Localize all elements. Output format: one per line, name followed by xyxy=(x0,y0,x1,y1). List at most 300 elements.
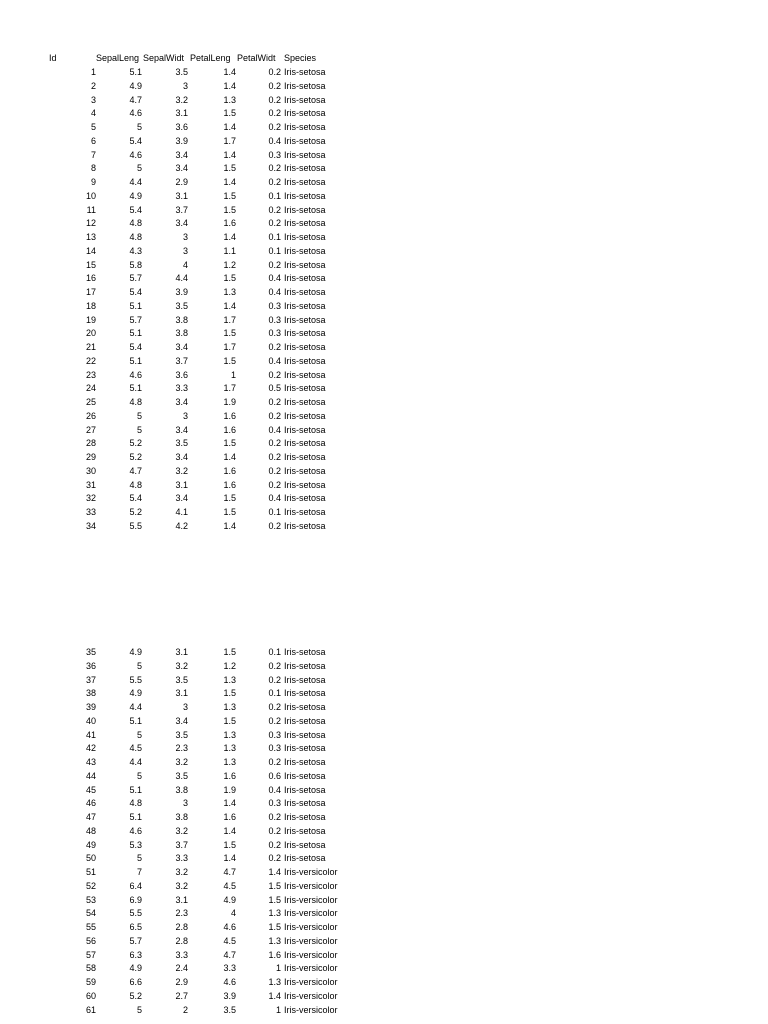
table-row xyxy=(0,797,768,809)
petal-length-cell: 3.5 xyxy=(223,1004,236,1015)
petal-width-cell: 0.4 xyxy=(268,784,281,795)
sepal-length-cell: 6.4 xyxy=(129,880,142,891)
row-id-cell: 16 xyxy=(85,273,96,284)
table-row xyxy=(0,687,768,699)
sepal-length-cell: 4.4 xyxy=(129,757,142,767)
petal-length-cell: 1 xyxy=(230,369,236,380)
petal-width-cell: 0.2 xyxy=(268,853,281,864)
petal-length-cell: 1.9 xyxy=(223,397,236,407)
sepal-width-cell: 2.7 xyxy=(175,990,188,1001)
sepal-length-cell: 4.8 xyxy=(129,218,142,229)
row-id-cell: 4 xyxy=(90,108,96,119)
sepal-length-cell: 4.3 xyxy=(129,245,142,256)
sepal-width-cell: 3.5 xyxy=(175,438,188,449)
petal-length-cell: 1.4 xyxy=(223,122,236,132)
petal-width-cell: 0.6 xyxy=(268,770,281,781)
table-row xyxy=(0,894,768,906)
sepal-length-cell: 4.8 xyxy=(129,798,142,809)
petal-length-cell: 1.4 xyxy=(223,67,236,77)
petal-width-cell: 1.5 xyxy=(268,894,281,905)
row-id-cell: 44 xyxy=(85,770,96,781)
sepal-length-cell: 5.4 xyxy=(129,493,142,504)
petal-width-cell: 0.2 xyxy=(268,342,281,352)
petal-width-cell: 0.2 xyxy=(268,218,281,229)
sepal-length-cell: 5.1 xyxy=(129,383,142,394)
species-cell: Iris-versicolor xyxy=(284,990,338,1001)
row-id-cell: 7 xyxy=(90,149,96,160)
petal-width-cell: 0.2 xyxy=(268,660,281,671)
petal-width-cell: 0.2 xyxy=(268,204,281,215)
petal-length-cell: 4.7 xyxy=(223,949,236,960)
row-id-cell: 31 xyxy=(85,479,96,490)
petal-length-cell: 1.5 xyxy=(223,507,236,517)
sepal-length-cell: 5 xyxy=(136,410,142,421)
species-cell: Iris-versicolor xyxy=(284,977,338,987)
table-row xyxy=(0,355,768,367)
row-id-cell: 46 xyxy=(85,798,96,809)
species-cell: Iris-setosa xyxy=(284,122,326,132)
petal-length-cell: 4 xyxy=(230,908,236,919)
table-row xyxy=(0,701,768,713)
table-row xyxy=(0,245,768,257)
petal-width-cell: 1.6 xyxy=(268,949,281,960)
species-cell: Iris-setosa xyxy=(284,729,326,740)
petal-width-cell: 0.2 xyxy=(268,757,281,767)
table-row xyxy=(0,80,768,92)
sepal-length-cell: 4.7 xyxy=(129,465,142,476)
petal-width-cell: 0.2 xyxy=(268,479,281,490)
table-row xyxy=(0,506,768,518)
row-id-cell: 57 xyxy=(85,949,96,960)
petal-length-cell: 1.3 xyxy=(223,729,236,740)
petal-width-cell: 0.2 xyxy=(268,839,281,850)
petal-length-cell: 4.9 xyxy=(223,894,236,905)
row-id-cell: 37 xyxy=(85,674,96,685)
species-cell: Iris-setosa xyxy=(284,355,326,366)
species-cell: Iris-setosa xyxy=(284,660,326,671)
table-row xyxy=(0,770,768,782)
row-id-cell: 32 xyxy=(85,493,96,504)
species-cell: Iris-setosa xyxy=(284,108,326,119)
sepal-width-cell: 3.7 xyxy=(175,839,188,850)
row-id-cell: 6 xyxy=(90,135,96,146)
species-cell: Iris-setosa xyxy=(284,839,326,850)
sepal-width-cell: 3.4 xyxy=(175,163,188,174)
petal-length-cell: 1.4 xyxy=(223,232,236,242)
row-id-cell: 10 xyxy=(85,190,96,201)
petal-length-cell: 1.3 xyxy=(223,674,236,685)
row-id-cell: 2 xyxy=(90,80,96,91)
sepal-width-cell: 3.4 xyxy=(175,149,188,160)
species-cell: Iris-setosa xyxy=(284,493,326,504)
sepal-width-cell: 3.1 xyxy=(175,108,188,119)
petal-width-cell: 1.5 xyxy=(268,880,281,891)
species-cell: Iris-setosa xyxy=(284,853,326,864)
petal-length-cell: 1.5 xyxy=(223,647,236,657)
species-cell: Iris-setosa xyxy=(284,245,326,256)
sepal-length-cell: 5.8 xyxy=(129,259,142,270)
table-row xyxy=(0,272,768,284)
header-sepal-length: SepalLeng xyxy=(96,53,140,63)
petal-length-cell: 1.2 xyxy=(223,259,236,270)
petal-length-cell: 1.5 xyxy=(223,493,236,504)
species-cell: Iris-setosa xyxy=(284,342,326,352)
row-id-cell: 18 xyxy=(85,300,96,311)
row-id-cell: 11 xyxy=(86,204,96,215)
sepal-length-cell: 5.1 xyxy=(129,355,142,366)
petal-length-cell: 1.4 xyxy=(223,80,236,91)
petal-width-cell: 0.3 xyxy=(268,729,281,740)
sepal-width-cell: 3 xyxy=(182,245,188,256)
row-id-cell: 61 xyxy=(85,1004,96,1015)
sepal-length-cell: 4.9 xyxy=(129,963,142,974)
sepal-width-cell: 3 xyxy=(182,702,188,712)
sepal-length-cell: 5.2 xyxy=(129,452,142,462)
row-id-cell: 29 xyxy=(85,452,96,462)
species-cell: Iris-setosa xyxy=(284,757,326,767)
petal-width-cell: 0.2 xyxy=(268,520,281,531)
row-id-cell: 43 xyxy=(85,757,96,767)
row-id-cell: 51 xyxy=(85,867,96,877)
row-id-cell: 17 xyxy=(85,287,96,297)
sepal-length-cell: 6.5 xyxy=(129,922,142,932)
species-cell: Iris-setosa xyxy=(284,688,326,699)
species-cell: Iris-versicolor xyxy=(284,1004,338,1015)
petal-length-cell: 1.5 xyxy=(223,190,236,201)
sepal-width-cell: 3.1 xyxy=(175,647,188,657)
sepal-length-cell: 5.5 xyxy=(129,520,142,531)
petal-width-cell: 0.4 xyxy=(268,355,281,366)
sepal-length-cell: 5.4 xyxy=(129,135,142,146)
sepal-width-cell: 2.8 xyxy=(175,935,188,946)
table-row xyxy=(0,825,768,837)
petal-width-cell: 0.1 xyxy=(268,232,281,242)
petal-width-cell: 0.2 xyxy=(268,674,281,685)
sepal-length-cell: 5.1 xyxy=(129,67,142,77)
row-id-cell: 59 xyxy=(85,977,96,987)
table-row xyxy=(0,66,768,78)
species-cell: Iris-setosa xyxy=(284,715,326,726)
petal-length-cell: 1.4 xyxy=(223,520,236,531)
petal-length-cell: 1.6 xyxy=(223,770,236,781)
sepal-length-cell: 5.5 xyxy=(129,908,142,919)
sepal-length-cell: 4.9 xyxy=(129,688,142,699)
species-cell: Iris-setosa xyxy=(284,218,326,229)
petal-length-cell: 1.3 xyxy=(223,287,236,297)
table-row xyxy=(0,204,768,216)
table-row xyxy=(0,990,768,1002)
sepal-length-cell: 5.7 xyxy=(129,935,142,946)
table-row xyxy=(0,300,768,312)
species-cell: Iris-setosa xyxy=(284,812,326,822)
petal-width-cell: 0.2 xyxy=(268,465,281,476)
sepal-width-cell: 4.1 xyxy=(175,507,188,517)
header-row xyxy=(0,52,768,64)
row-id-cell: 47 xyxy=(85,812,96,822)
sepal-width-cell: 3.9 xyxy=(175,135,188,146)
sepal-width-cell: 3.4 xyxy=(175,424,188,435)
sepal-length-cell: 4.8 xyxy=(129,397,142,407)
table-row xyxy=(0,410,768,422)
table-row xyxy=(0,660,768,672)
sepal-length-cell: 5 xyxy=(136,660,142,671)
sepal-length-cell: 7 xyxy=(136,867,142,877)
petal-length-cell: 1.6 xyxy=(223,465,236,476)
sepal-width-cell: 3.8 xyxy=(175,314,188,325)
species-cell: Iris-setosa xyxy=(284,67,326,77)
species-cell: Iris-setosa xyxy=(284,507,326,517)
table-row xyxy=(0,121,768,133)
petal-length-cell: 1.4 xyxy=(223,798,236,809)
sepal-width-cell: 3 xyxy=(182,80,188,91)
species-cell: Iris-setosa xyxy=(284,232,326,242)
petal-length-cell: 1.7 xyxy=(223,314,236,325)
petal-length-cell: 1.4 xyxy=(223,825,236,836)
table-row xyxy=(0,492,768,504)
sepal-length-cell: 4.9 xyxy=(129,190,142,201)
petal-length-cell: 1.7 xyxy=(223,135,236,146)
table-row xyxy=(0,190,768,202)
table-row xyxy=(0,729,768,741)
petal-width-cell: 0.2 xyxy=(268,163,281,174)
sepal-length-cell: 5 xyxy=(136,122,142,132)
row-id-cell: 9 xyxy=(90,177,96,187)
row-id-cell: 14 xyxy=(85,245,96,256)
table-row xyxy=(0,962,768,974)
sepal-width-cell: 3.4 xyxy=(175,493,188,504)
sepal-length-cell: 5.2 xyxy=(129,507,142,517)
row-id-cell: 13 xyxy=(85,232,96,242)
table-row xyxy=(0,162,768,174)
petal-length-cell: 1.6 xyxy=(223,479,236,490)
row-id-cell: 30 xyxy=(85,465,96,476)
species-cell: Iris-setosa xyxy=(284,743,326,754)
petal-width-cell: 0.2 xyxy=(268,94,281,105)
table-row xyxy=(0,976,768,988)
sepal-width-cell: 3.2 xyxy=(175,757,188,767)
sepal-width-cell: 3.6 xyxy=(175,369,188,380)
petal-length-cell: 1.3 xyxy=(223,743,236,754)
sepal-width-cell: 3.5 xyxy=(175,674,188,685)
table-row xyxy=(0,107,768,119)
petal-width-cell: 0.2 xyxy=(268,715,281,726)
sepal-length-cell: 5 xyxy=(136,729,142,740)
petal-length-cell: 1.6 xyxy=(223,218,236,229)
species-cell: Iris-setosa xyxy=(284,410,326,421)
species-cell: Iris-setosa xyxy=(284,784,326,795)
sepal-length-cell: 5.1 xyxy=(129,715,142,726)
species-cell: Iris-setosa xyxy=(284,94,326,105)
petal-width-cell: 0.5 xyxy=(268,383,281,394)
petal-width-cell: 1 xyxy=(275,963,281,974)
sepal-length-cell: 4.8 xyxy=(129,232,142,242)
row-id-cell: 1 xyxy=(90,67,96,77)
petal-width-cell: 0.2 xyxy=(268,410,281,421)
petal-length-cell: 1.1 xyxy=(223,245,236,256)
sepal-length-cell: 4.6 xyxy=(129,149,142,160)
row-id-cell: 42 xyxy=(85,743,96,754)
sepal-length-cell: 5 xyxy=(136,163,142,174)
sepal-width-cell: 4.4 xyxy=(175,273,188,284)
sepal-width-cell: 3.5 xyxy=(175,770,188,781)
table-row xyxy=(0,1004,768,1016)
table-row xyxy=(0,94,768,106)
petal-width-cell: 0.1 xyxy=(268,688,281,699)
sepal-width-cell: 2.9 xyxy=(175,977,188,987)
sepal-length-cell: 5.4 xyxy=(129,204,142,215)
petal-length-cell: 1.5 xyxy=(223,839,236,850)
species-cell: Iris-setosa xyxy=(284,452,326,462)
sepal-width-cell: 3.4 xyxy=(175,715,188,726)
row-id-cell: 38 xyxy=(85,688,96,699)
sepal-length-cell: 5.4 xyxy=(129,287,142,297)
table-row xyxy=(0,341,768,353)
sepal-length-cell: 4.9 xyxy=(129,80,142,91)
table-row xyxy=(0,231,768,243)
species-cell: Iris-setosa xyxy=(284,328,326,339)
table-row xyxy=(0,921,768,933)
sepal-width-cell: 3.4 xyxy=(175,397,188,407)
petal-length-cell: 1.7 xyxy=(223,383,236,394)
sepal-width-cell: 3.1 xyxy=(175,479,188,490)
sepal-width-cell: 2.9 xyxy=(175,177,188,187)
sepal-width-cell: 3.7 xyxy=(175,355,188,366)
species-cell: Iris-setosa xyxy=(284,135,326,146)
petal-length-cell: 1.3 xyxy=(223,94,236,105)
petal-width-cell: 0.4 xyxy=(268,424,281,435)
sepal-length-cell: 5.1 xyxy=(129,812,142,822)
petal-length-cell: 1.5 xyxy=(223,328,236,339)
table-row xyxy=(0,784,768,796)
table-row xyxy=(0,286,768,298)
petal-width-cell: 0.4 xyxy=(268,135,281,146)
species-cell: Iris-setosa xyxy=(284,383,326,394)
table-row xyxy=(0,451,768,463)
sepal-width-cell: 3.2 xyxy=(175,825,188,836)
petal-length-cell: 1.5 xyxy=(223,204,236,215)
table-row xyxy=(0,314,768,326)
table-row xyxy=(0,396,768,408)
petal-width-cell: 0.2 xyxy=(268,825,281,836)
species-cell: Iris-setosa xyxy=(284,438,326,449)
table-row xyxy=(0,382,768,394)
sepal-length-cell: 4.5 xyxy=(129,743,142,754)
petal-width-cell: 1.3 xyxy=(268,908,281,919)
sepal-length-cell: 5.1 xyxy=(129,328,142,339)
row-id-cell: 20 xyxy=(85,328,96,339)
petal-length-cell: 1.3 xyxy=(223,702,236,712)
petal-length-cell: 1.4 xyxy=(223,853,236,864)
species-cell: Iris-setosa xyxy=(284,770,326,781)
petal-length-cell: 1.2 xyxy=(223,660,236,671)
sepal-length-cell: 4.7 xyxy=(129,94,142,105)
table-row xyxy=(0,465,768,477)
species-cell: Iris-versicolor xyxy=(284,867,338,877)
row-id-cell: 5 xyxy=(90,122,96,132)
row-id-cell: 60 xyxy=(85,990,96,1001)
row-id-cell: 49 xyxy=(85,839,96,850)
species-cell: Iris-versicolor xyxy=(284,894,338,905)
sepal-length-cell: 5 xyxy=(136,770,142,781)
row-id-cell: 12 xyxy=(85,218,96,229)
sepal-width-cell: 3.1 xyxy=(175,190,188,201)
species-cell: Iris-setosa xyxy=(284,825,326,836)
table-row xyxy=(0,839,768,851)
sepal-width-cell: 3.5 xyxy=(175,300,188,311)
table-row xyxy=(0,866,768,878)
sepal-width-cell: 3.8 xyxy=(175,784,188,795)
species-cell: Iris-setosa xyxy=(284,798,326,809)
header-id: Id xyxy=(49,53,57,63)
row-id-cell: 36 xyxy=(85,660,96,671)
petal-width-cell: 0.3 xyxy=(268,149,281,160)
species-cell: Iris-setosa xyxy=(284,204,326,215)
petal-width-cell: 0.3 xyxy=(268,798,281,809)
species-cell: Iris-setosa xyxy=(284,314,326,325)
petal-width-cell: 0.3 xyxy=(268,300,281,311)
header-species: Species xyxy=(284,53,317,63)
sepal-length-cell: 6.6 xyxy=(129,977,142,987)
petal-width-cell: 0.2 xyxy=(268,812,281,822)
table-row xyxy=(0,135,768,147)
sepal-width-cell: 3 xyxy=(182,410,188,421)
table-row xyxy=(0,479,768,491)
petal-length-cell: 1.7 xyxy=(223,342,236,352)
sepal-width-cell: 3.1 xyxy=(175,688,188,699)
petal-width-cell: 0.3 xyxy=(268,314,281,325)
sepal-width-cell: 3.3 xyxy=(175,949,188,960)
sepal-length-cell: 5.1 xyxy=(129,784,142,795)
petal-length-cell: 1.5 xyxy=(223,715,236,726)
table-row xyxy=(0,907,768,919)
sepal-length-cell: 6.3 xyxy=(129,949,142,960)
sepal-width-cell: 3.2 xyxy=(175,867,188,877)
species-cell: Iris-setosa xyxy=(284,674,326,685)
sepal-width-cell: 3.4 xyxy=(175,342,188,352)
row-id-cell: 35 xyxy=(85,647,96,657)
petal-width-cell: 0.2 xyxy=(268,67,281,77)
sepal-width-cell: 3.2 xyxy=(175,660,188,671)
sepal-length-cell: 6.9 xyxy=(129,894,142,905)
sepal-length-cell: 4.6 xyxy=(129,825,142,836)
sepal-width-cell: 3.5 xyxy=(175,67,188,77)
species-cell: Iris-setosa xyxy=(284,177,326,187)
species-cell: Iris-setosa xyxy=(284,300,326,311)
petal-width-cell: 1 xyxy=(275,1004,281,1015)
species-cell: Iris-versicolor xyxy=(284,880,338,891)
sepal-width-cell: 3.8 xyxy=(175,328,188,339)
sepal-width-cell: 3.1 xyxy=(175,894,188,905)
sepal-length-cell: 4.8 xyxy=(129,479,142,490)
row-id-cell: 23 xyxy=(85,369,96,380)
sepal-width-cell: 3.5 xyxy=(175,729,188,740)
table-row xyxy=(0,520,768,532)
sepal-length-cell: 5.2 xyxy=(129,438,142,449)
petal-width-cell: 0.4 xyxy=(268,287,281,297)
sepal-width-cell: 3.6 xyxy=(175,122,188,132)
row-id-cell: 27 xyxy=(85,424,96,435)
petal-width-cell: 0.1 xyxy=(268,190,281,201)
sepal-length-cell: 4.6 xyxy=(129,369,142,380)
table-row xyxy=(0,756,768,768)
petal-width-cell: 0.2 xyxy=(268,452,281,462)
row-id-cell: 40 xyxy=(85,715,96,726)
table-row xyxy=(0,935,768,947)
petal-length-cell: 4.6 xyxy=(223,922,236,932)
row-id-cell: 26 xyxy=(85,410,96,421)
sepal-width-cell: 4.2 xyxy=(175,520,188,531)
row-id-cell: 41 xyxy=(85,729,96,740)
